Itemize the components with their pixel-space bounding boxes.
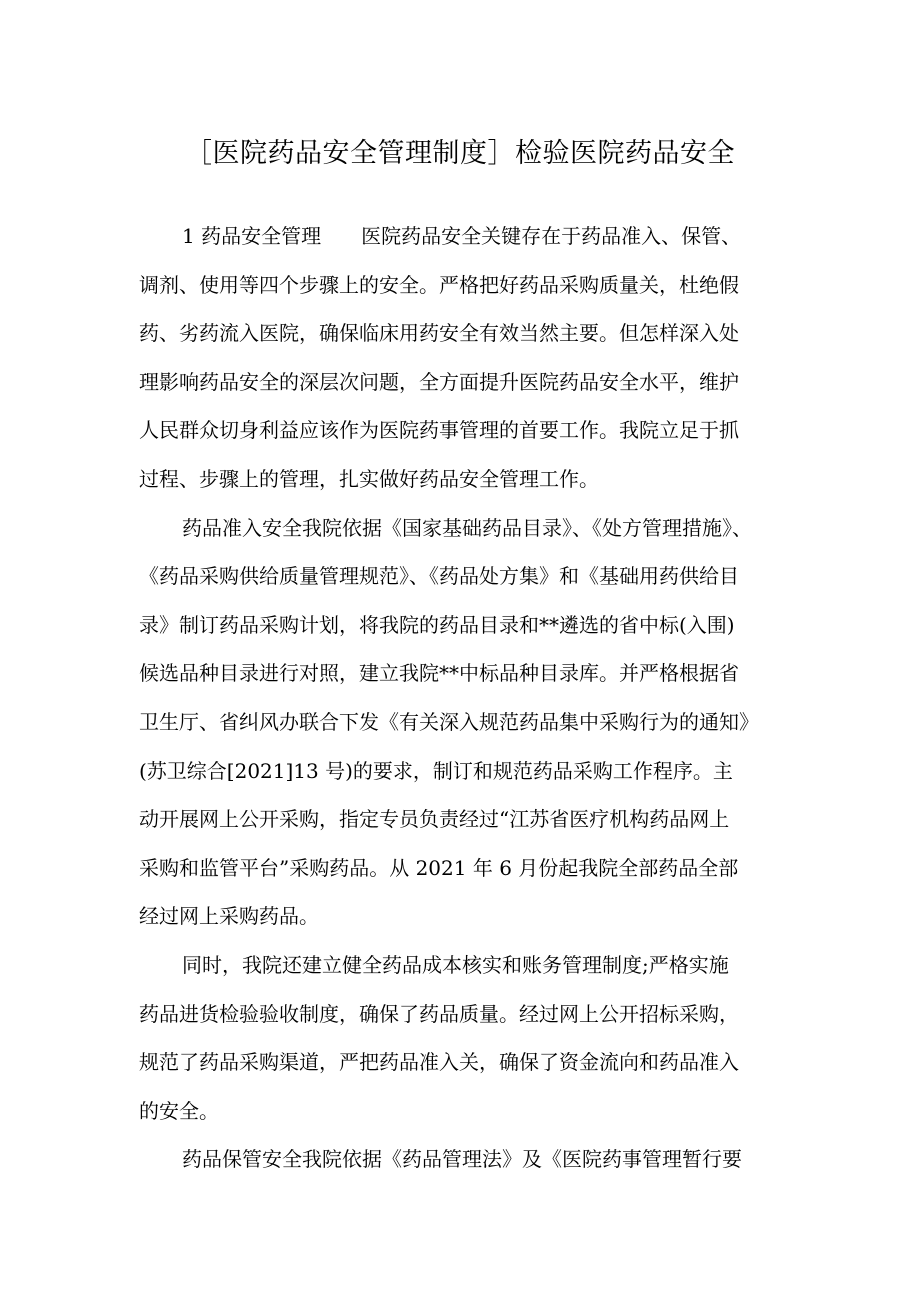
- text-line: 药、劣药流入医院，确保临床用药安全有效当然主要。但怎样深入处: [139, 321, 739, 346]
- text-line: 药品保管安全我院依据《药品管理法》及《医院药事管理暂行要: [182, 1147, 742, 1172]
- text-line: 的安全。: [139, 1098, 219, 1123]
- paragraph: [139, 212, 811, 504]
- text-line: 候选品种目录进行对照，建立我院**中标品种目录库。并严格根据省: [139, 661, 739, 686]
- text-line: 人民群众切身利益应该作为医院药事管理的首要工作。我院立足于抓: [139, 418, 739, 443]
- text-line: 录》制订药品采购计划，将我院的药品目录和**遴选的省中标(入围): [139, 612, 735, 637]
- text-line: 动开展网上公开采购，指定专员负责经过“江苏省医疗机构药品网上: [139, 807, 730, 832]
- paragraph: [139, 941, 811, 1135]
- paragraph: [139, 504, 811, 941]
- text-line: 过程、步骤上的管理，扎实做好药品安全管理工作。: [139, 466, 599, 491]
- text-line: 采购和监管平台”采购药品。从 2021 年 6 月份起我院全部药品全部: [139, 855, 739, 880]
- document-title: ［医院药品安全管理制度］检验医院药品安全: [185, 138, 735, 170]
- text-line: 调剂、使用等四个步骤上的安全。严格把好药品采购质量关，杜绝假: [139, 272, 739, 297]
- text-line: 1 药品安全管理 医院药品安全关键存在于药品准入、保管、: [182, 224, 742, 248]
- paragraph: [139, 1135, 811, 1184]
- text-line: 同时，我院还建立健全药品成本核实和账务管理制度;严格实施: [182, 952, 729, 977]
- text-line: 《药品采购供给质量管理规范》、《药品处方集》和《基础用药供给目: [139, 564, 739, 589]
- text-line: 理影响药品安全的深层次问题，全方面提升医院药品安全水平，维护: [139, 369, 739, 394]
- text-line: 药品进货检验验收制度，确保了药品质量。经过网上公开招标采购，: [139, 1001, 739, 1026]
- text-line: 规范了药品采购渠道，严把药品准入关，确保了资金流向和药品准入: [139, 1050, 739, 1075]
- text-line: 卫生厅、省纠风办联合下发《有关深入规范药品集中采购行为的通知》: [139, 709, 759, 734]
- document-body: [139, 212, 811, 1184]
- text-line: (苏卫综合[2021]13 号)的要求，制订和规范药品采购工作程序。主: [139, 758, 733, 783]
- text-line: 药品准入安全我院依据《国家基础药品目录》、《处方管理措施》、: [182, 515, 752, 540]
- text-line: 经过网上采购药品。: [139, 904, 319, 929]
